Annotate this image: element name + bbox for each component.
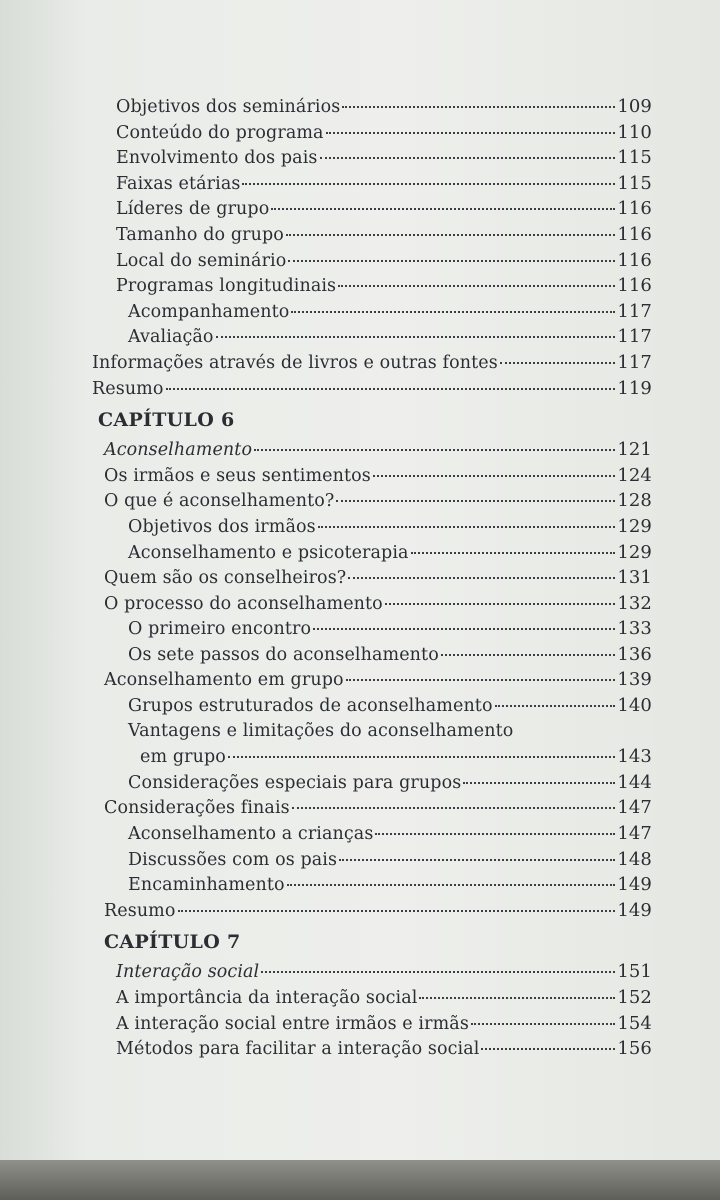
toc-entry bbox=[92, 1013, 652, 1039]
toc-entry-title: Avaliação bbox=[128, 327, 214, 348]
toc-entry-wrapped-title: Vantagens e limitações do aconselhamento bbox=[128, 720, 514, 741]
toc-page-number: 151 bbox=[617, 961, 652, 983]
leader-dots bbox=[346, 679, 616, 681]
toc-entry bbox=[92, 122, 652, 148]
leader-dots bbox=[242, 183, 615, 185]
leader-dots bbox=[342, 106, 615, 108]
leader-dots bbox=[336, 500, 615, 502]
toc-entry bbox=[92, 567, 652, 593]
toc-entry bbox=[92, 490, 652, 516]
toc-page-number: 117 bbox=[617, 300, 652, 322]
toc-entry bbox=[92, 695, 652, 721]
leader-dots bbox=[348, 577, 615, 579]
toc-page-number: 148 bbox=[617, 848, 652, 870]
leader-dots bbox=[178, 910, 616, 912]
toc-page-number: 117 bbox=[617, 326, 652, 348]
toc-entry-title: Aconselhamento e psicoterapia bbox=[128, 542, 409, 563]
leader-dots bbox=[338, 285, 615, 287]
toc-page-number: 143 bbox=[617, 746, 652, 768]
toc-page-number: 117 bbox=[617, 351, 652, 373]
toc-page-number: 129 bbox=[617, 515, 652, 537]
leader-dots bbox=[385, 603, 616, 605]
chapter-heading: CAPÍTULO 6 bbox=[98, 409, 235, 432]
toc-entry-title: A interação social entre irmãos e irmãs bbox=[116, 1013, 469, 1034]
toc-entry bbox=[92, 352, 652, 378]
toc-page-number: 139 bbox=[617, 669, 652, 691]
leader-dots bbox=[471, 1023, 615, 1025]
toc-entry-title: Interação social bbox=[116, 962, 260, 983]
toc-page-number: 149 bbox=[617, 899, 652, 921]
leader-dots bbox=[320, 157, 616, 159]
toc-entry-title: O primeiro encontro bbox=[128, 619, 312, 640]
toc-entry bbox=[92, 669, 652, 695]
toc-page-number: 116 bbox=[617, 249, 652, 271]
toc-entry-title: Os sete passos do aconselhamento bbox=[128, 644, 439, 665]
leader-dots bbox=[419, 997, 615, 999]
toc-entry bbox=[92, 275, 652, 301]
toc-entry-title: Informações através de livros e outras fontes bbox=[92, 352, 498, 373]
leader-dots bbox=[166, 388, 616, 390]
toc-entry-title: Resumo bbox=[92, 378, 164, 399]
toc-page-number: 147 bbox=[617, 797, 652, 819]
toc-entry-title: Discussões com os pais bbox=[128, 849, 338, 870]
toc-page-number: 128 bbox=[617, 490, 652, 512]
toc-entry bbox=[92, 797, 652, 823]
leader-dots bbox=[254, 449, 615, 451]
page-edge-shadow bbox=[0, 1160, 720, 1200]
toc-entry bbox=[92, 439, 652, 465]
toc-entry-title: Os irmãos e seus sentimentos bbox=[104, 465, 371, 486]
table-of-contents bbox=[92, 96, 652, 1064]
toc-page-number: 144 bbox=[617, 771, 652, 793]
toc-entry bbox=[92, 147, 652, 173]
leader-dots bbox=[261, 971, 615, 973]
toc-entry bbox=[92, 301, 652, 327]
toc-page-number: 156 bbox=[617, 1038, 652, 1060]
leader-dots bbox=[271, 208, 615, 210]
toc-page-number: 136 bbox=[617, 643, 652, 665]
leader-dots bbox=[216, 336, 616, 338]
toc-entry-title: Acompanhamento bbox=[128, 301, 290, 322]
leader-dots bbox=[228, 756, 615, 758]
toc-entry bbox=[92, 198, 652, 224]
toc-entry bbox=[92, 618, 652, 644]
toc-entry bbox=[92, 900, 652, 926]
toc-entry bbox=[92, 516, 652, 542]
toc-entry bbox=[92, 746, 652, 772]
toc-page-number: 132 bbox=[617, 592, 652, 614]
toc-entry-title: Tamanho do grupo bbox=[116, 224, 284, 245]
toc-entry-title: Considerações especiais para grupos bbox=[128, 772, 462, 793]
toc-entry bbox=[92, 224, 652, 250]
toc-entry bbox=[92, 326, 652, 352]
toc-page-number: 115 bbox=[617, 147, 652, 169]
toc-entry-title: Faixas etárias bbox=[116, 173, 241, 194]
toc-entry-title: Local do seminário bbox=[116, 250, 287, 271]
toc-entry-title: Programas longitudinais bbox=[116, 276, 337, 297]
leader-dots bbox=[292, 807, 616, 809]
toc-entry-title: Resumo bbox=[104, 900, 176, 921]
toc-entry bbox=[92, 961, 652, 987]
toc-page-number: 129 bbox=[617, 541, 652, 563]
leader-dots bbox=[288, 260, 615, 262]
toc-entry-title: Conteúdo do programa bbox=[116, 122, 324, 143]
toc-entry bbox=[92, 542, 652, 568]
toc-entry bbox=[92, 874, 652, 900]
leader-dots bbox=[375, 833, 615, 835]
toc-entry-title: O processo do aconselhamento bbox=[104, 593, 383, 614]
toc-page-number: 140 bbox=[617, 695, 652, 717]
toc-entry bbox=[92, 1038, 652, 1064]
toc-entry-title: Grupos estruturados de aconselhamento bbox=[128, 696, 493, 717]
toc-entry-title: Aconselhamento a crianças bbox=[128, 824, 374, 845]
toc-entry-title: Líderes de grupo bbox=[116, 199, 270, 220]
leader-dots bbox=[441, 654, 616, 656]
leader-dots bbox=[495, 705, 616, 707]
toc-entry bbox=[92, 823, 652, 849]
toc-entry-title: Encaminhamento bbox=[128, 875, 285, 896]
toc-entry-title: Considerações finais bbox=[104, 798, 290, 819]
leader-dots bbox=[411, 552, 616, 554]
leader-dots bbox=[318, 526, 616, 528]
toc-entry-title: Aconselhamento em grupo bbox=[104, 670, 344, 691]
leader-dots bbox=[287, 884, 616, 886]
toc-entry-title: A importância da interação social bbox=[116, 988, 418, 1008]
toc-entry bbox=[92, 772, 652, 798]
toc-entry bbox=[92, 465, 652, 491]
toc-entry bbox=[92, 593, 652, 619]
leader-dots bbox=[291, 311, 615, 313]
toc-page-number: 116 bbox=[617, 198, 652, 220]
toc-page-number: 119 bbox=[617, 377, 652, 399]
toc-entry-title: Quem são os conselheiros? bbox=[104, 568, 347, 589]
toc-entry bbox=[92, 987, 652, 1013]
toc-entry-title: Objetivos dos irmãos bbox=[128, 516, 316, 537]
toc-page-number: 109 bbox=[617, 96, 652, 117]
toc-page-number: 149 bbox=[617, 874, 652, 896]
leader-dots bbox=[463, 782, 615, 784]
toc-entry-title: Envolvimento dos pais bbox=[116, 148, 318, 169]
toc-entry-title: Métodos para facilitar a interação social bbox=[116, 1039, 480, 1060]
toc-page-number: 121 bbox=[617, 439, 652, 461]
toc-entry bbox=[92, 250, 652, 276]
toc-entry-title: em grupo bbox=[140, 747, 226, 768]
toc-page-number: 116 bbox=[617, 223, 652, 245]
leader-dots bbox=[313, 628, 615, 630]
toc-page-number: 110 bbox=[617, 121, 652, 143]
toc-entry bbox=[92, 173, 652, 199]
toc-entry-title: O que é aconselhamento? bbox=[104, 491, 335, 512]
toc-page-number: 116 bbox=[617, 275, 652, 297]
toc-page-number: 154 bbox=[617, 1012, 652, 1034]
toc-page-number: 124 bbox=[617, 464, 652, 486]
toc-entry bbox=[92, 378, 652, 404]
leader-dots bbox=[339, 859, 615, 861]
chapter-heading: CAPÍTULO 7 bbox=[104, 931, 241, 954]
toc-page-number: 133 bbox=[617, 618, 652, 640]
toc-entry bbox=[92, 96, 652, 122]
toc-page-number: 152 bbox=[617, 987, 652, 1008]
leader-dots bbox=[481, 1048, 615, 1050]
toc-entry bbox=[92, 849, 652, 875]
toc-entry-title: Aconselhamento bbox=[104, 440, 253, 461]
toc-page-number: 147 bbox=[617, 823, 652, 845]
leader-dots bbox=[326, 132, 616, 134]
leader-dots bbox=[286, 234, 615, 236]
toc-page-number: 115 bbox=[617, 172, 652, 194]
leader-dots bbox=[500, 362, 616, 364]
toc-page-number: 131 bbox=[617, 567, 652, 589]
toc-entry bbox=[92, 644, 652, 670]
toc-entry-title: Objetivos dos seminários bbox=[116, 97, 341, 117]
leader-dots bbox=[373, 475, 615, 477]
